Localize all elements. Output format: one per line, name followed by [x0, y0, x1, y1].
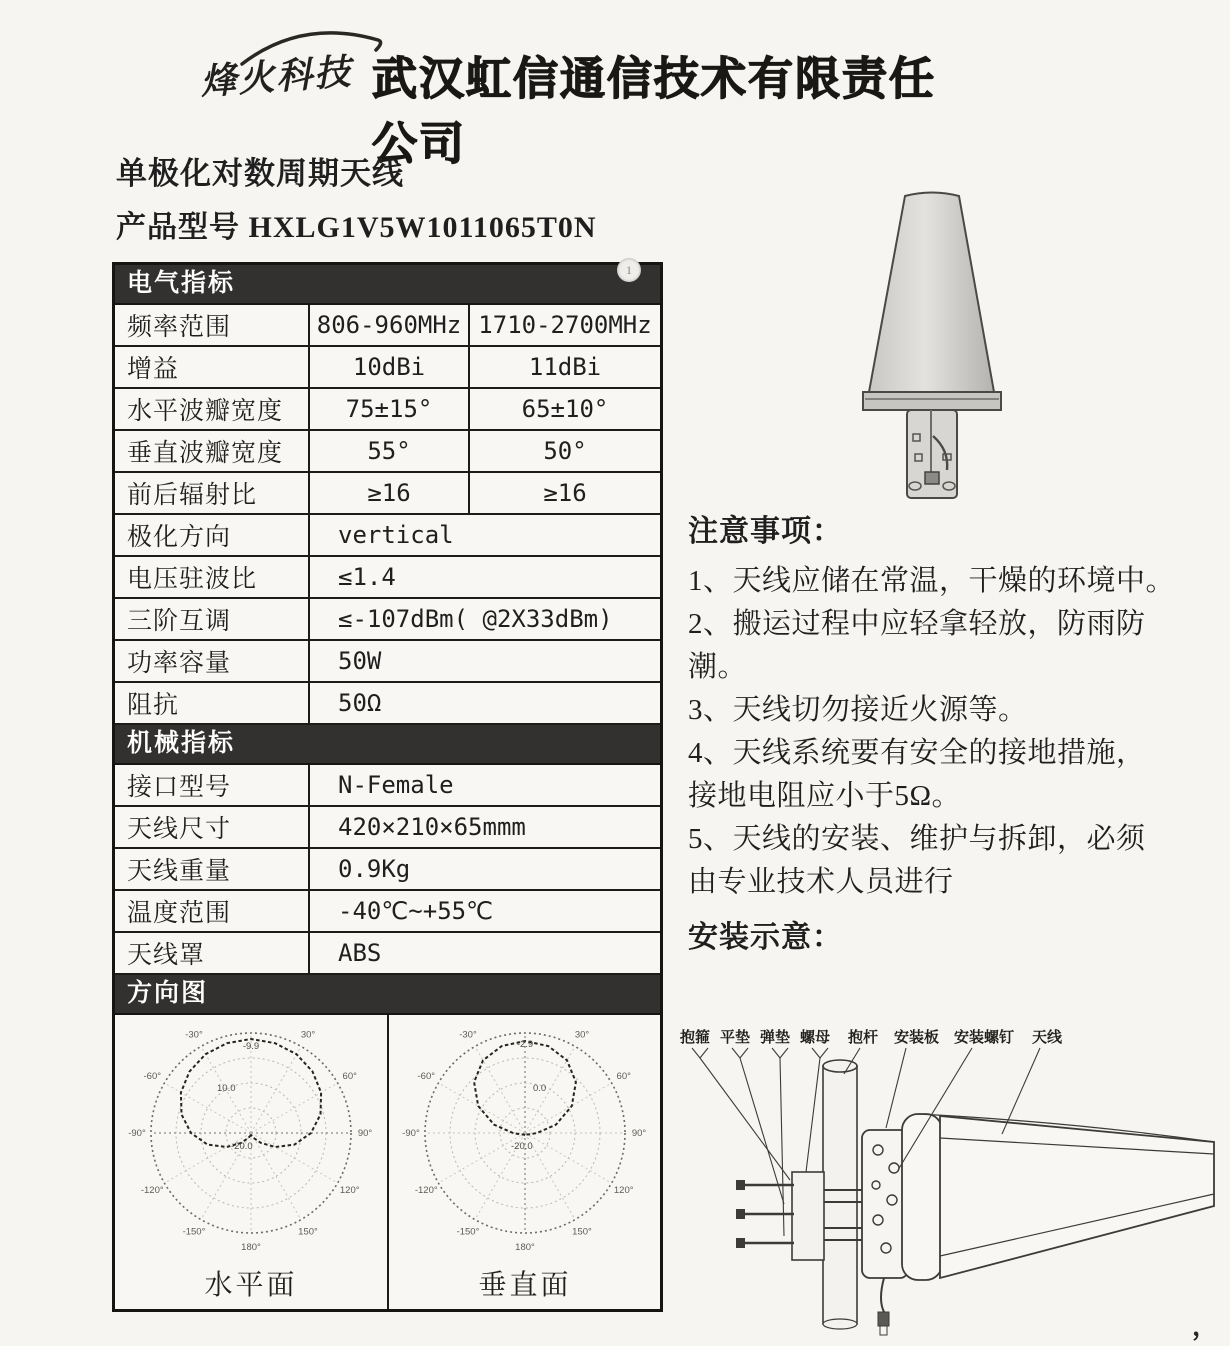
polar-pattern-chart	[389, 1019, 661, 1263]
spec-label: 增益	[127, 356, 180, 383]
spec-value: 1710-2700MHz	[468, 305, 660, 345]
spec-label: 三阶互调	[127, 608, 232, 635]
note-line: 由专业技术人员进行	[688, 866, 954, 898]
spec-row	[115, 807, 660, 849]
section-header: 机械指标	[115, 725, 660, 765]
pattern-caption: 水平面	[204, 1270, 298, 1301]
polar-angle-tick: 120°	[613, 1185, 634, 1196]
spec-row	[115, 683, 660, 725]
spec-value: -40℃~+55℃	[308, 891, 660, 931]
spec-table	[112, 262, 663, 1312]
spec-value: ≥16	[468, 473, 660, 513]
polar-grid-spoke	[475, 1046, 525, 1133]
pattern-plot-cell	[387, 1015, 661, 1309]
polar-angle-tick: -150°	[456, 1226, 480, 1238]
note-line: 4、天线系统要有安全的接地措施，	[688, 737, 1146, 769]
polar-angle-tick: -120°	[414, 1185, 438, 1196]
install-part-label: 平垫	[720, 1029, 751, 1046]
product-model: 产品型号 HXLG1V5W1011065T0N	[116, 211, 597, 244]
spec-value: ABS	[308, 933, 660, 973]
polar-angle-tick: -90°	[402, 1128, 420, 1139]
spec-label: 阻抗	[127, 692, 180, 719]
polar-angle-tick: 60°	[342, 1071, 357, 1082]
note-line: 3、天线切勿接近火源等。	[688, 694, 1028, 726]
polar-angle-tick: 30°	[574, 1029, 590, 1041]
install-part-label: 安装螺钉	[954, 1029, 1015, 1046]
polar-pattern-chart	[115, 1019, 387, 1263]
spec-label: 前后辐射比	[127, 482, 258, 509]
polar-angle-tick: 120°	[339, 1185, 360, 1196]
section-header: 电气指标	[115, 265, 660, 305]
spec-value: 420×210×65mmm	[308, 807, 660, 847]
polar-grid-spoke	[251, 1133, 338, 1183]
spec-row	[115, 431, 660, 473]
notes-lines	[688, 560, 1208, 904]
spec-value: 50Ω	[308, 683, 660, 723]
spec-row	[115, 765, 660, 807]
note-line: 1、天线应储在常温，干燥的环境中。	[688, 565, 1176, 597]
radome-flange	[863, 392, 1001, 410]
spec-row	[115, 347, 660, 389]
spec-value: N-Female	[308, 765, 660, 805]
notes-title: 注意事项：	[688, 515, 843, 548]
polar-center-label: -20.0	[511, 1141, 533, 1152]
polar-peak-label: -2.9	[516, 1039, 534, 1050]
polar-angle-tick: 150°	[572, 1226, 592, 1238]
notes-block	[688, 506, 1208, 956]
polar-angle-tick: -60°	[143, 1071, 162, 1082]
polar-ring-label: 0.0	[533, 1083, 547, 1094]
spec-value: 11dBi	[468, 347, 660, 387]
polar-grid-spoke	[438, 1083, 525, 1133]
spec-value: 50W	[308, 641, 660, 681]
pattern-area	[115, 1015, 660, 1309]
spec-row	[115, 557, 660, 599]
install-part-label: 抱杆	[848, 1029, 879, 1046]
spec-row	[115, 515, 660, 557]
spec-label: 天线尺寸	[127, 816, 232, 843]
spec-label: 功率容量	[127, 650, 232, 677]
spec-value: vertical	[308, 515, 660, 555]
install-part-label: 弹垫	[760, 1029, 791, 1046]
install-part-label: 天线	[1032, 1029, 1063, 1046]
spec-row	[115, 389, 660, 431]
section-header-pattern: 方向图	[115, 975, 660, 1015]
pattern-plot-cell	[115, 1015, 387, 1309]
polar-angle-tick: -60°	[417, 1071, 436, 1082]
spec-row	[115, 473, 660, 515]
spec-row	[115, 599, 660, 641]
install-part-label: 抱箍	[680, 1029, 711, 1046]
polar-center-label: -20.0	[231, 1141, 253, 1152]
polar-angle-tick: 150°	[298, 1226, 318, 1238]
polar-angle-tick: 180°	[515, 1242, 535, 1253]
spec-row	[115, 891, 660, 933]
note-line: 潮。	[688, 651, 748, 683]
polar-angle-tick: -150°	[182, 1226, 206, 1238]
spec-value: 55°	[308, 431, 468, 471]
spec-value: ≤1.4	[308, 557, 660, 597]
polar-angle-tick: -30°	[459, 1029, 477, 1041]
spec-label: 天线重量	[127, 858, 232, 885]
spec-row	[115, 641, 660, 683]
polar-angle-tick: 30°	[300, 1029, 316, 1041]
pattern-caption: 垂直面	[478, 1270, 572, 1301]
radome	[869, 193, 994, 398]
polar-grid-spoke	[164, 1083, 251, 1133]
spec-label: 天线罩	[127, 942, 206, 969]
note-line: 2、搬运过程中应轻拿轻放，防雨防	[688, 608, 1146, 640]
company-name: 武汉虹信通信技术有限责任公司	[372, 53, 937, 169]
spec-label: 电压驻波比	[127, 566, 258, 593]
spec-label: 水平波瓣宽度	[127, 398, 284, 425]
spec-row	[115, 933, 660, 975]
scan-artifact-page-mark: 1	[617, 258, 641, 282]
polar-angle-tick: 90°	[357, 1128, 373, 1139]
polar-angle-tick: -120°	[140, 1185, 164, 1196]
spec-value: 806-960MHz	[308, 305, 468, 345]
polar-grid-spoke	[525, 1133, 612, 1183]
installation-diagram	[672, 1022, 1220, 1344]
product-title: 单极化对数周期天线	[116, 156, 404, 191]
spec-value: 75±15°	[308, 389, 468, 429]
spec-value: ≥16	[308, 473, 468, 513]
spec-label: 频率范围	[127, 314, 232, 341]
polar-angle-tick: 90°	[631, 1128, 647, 1139]
scan-artifact-corner-mark: ，	[1192, 1312, 1219, 1341]
polar-angle-tick: 60°	[616, 1071, 631, 1082]
antenna-photo	[843, 186, 1023, 506]
install-part-label: 安装板	[894, 1029, 940, 1046]
company-logo-calligraphy: 烽火科技	[198, 50, 354, 104]
spec-value: 50°	[468, 431, 660, 471]
polar-angle-tick: -30°	[185, 1029, 203, 1041]
spec-value: 10dBi	[308, 347, 468, 387]
polar-grid-spoke	[251, 1083, 338, 1133]
spec-value: ≤-107dBm( @2X33dBm)	[308, 599, 660, 639]
note-line: 5、天线的安装、维护与拆卸，必须	[688, 823, 1146, 855]
polar-angle-tick: -90°	[128, 1128, 146, 1139]
spec-label: 温度范围	[127, 900, 232, 927]
note-line: 接地电阻应小于5Ω。	[688, 780, 962, 812]
install-title: 安装示意：	[688, 921, 843, 954]
polar-ring-label: 10.0	[217, 1083, 236, 1094]
spec-label: 极化方向	[127, 524, 232, 551]
spec-value: 65±10°	[468, 389, 660, 429]
spec-label: 接口型号	[127, 774, 232, 801]
install-part-label: 螺母	[800, 1029, 831, 1046]
spec-label: 垂直波瓣宽度	[127, 440, 284, 467]
polar-grid-spoke	[251, 1046, 301, 1133]
polar-angle-tick: 180°	[241, 1242, 261, 1253]
spec-row	[115, 305, 660, 347]
spec-row	[115, 849, 660, 891]
polar-peak-label: -9.9	[242, 1041, 260, 1052]
spec-value: 0.9Kg	[308, 849, 660, 889]
